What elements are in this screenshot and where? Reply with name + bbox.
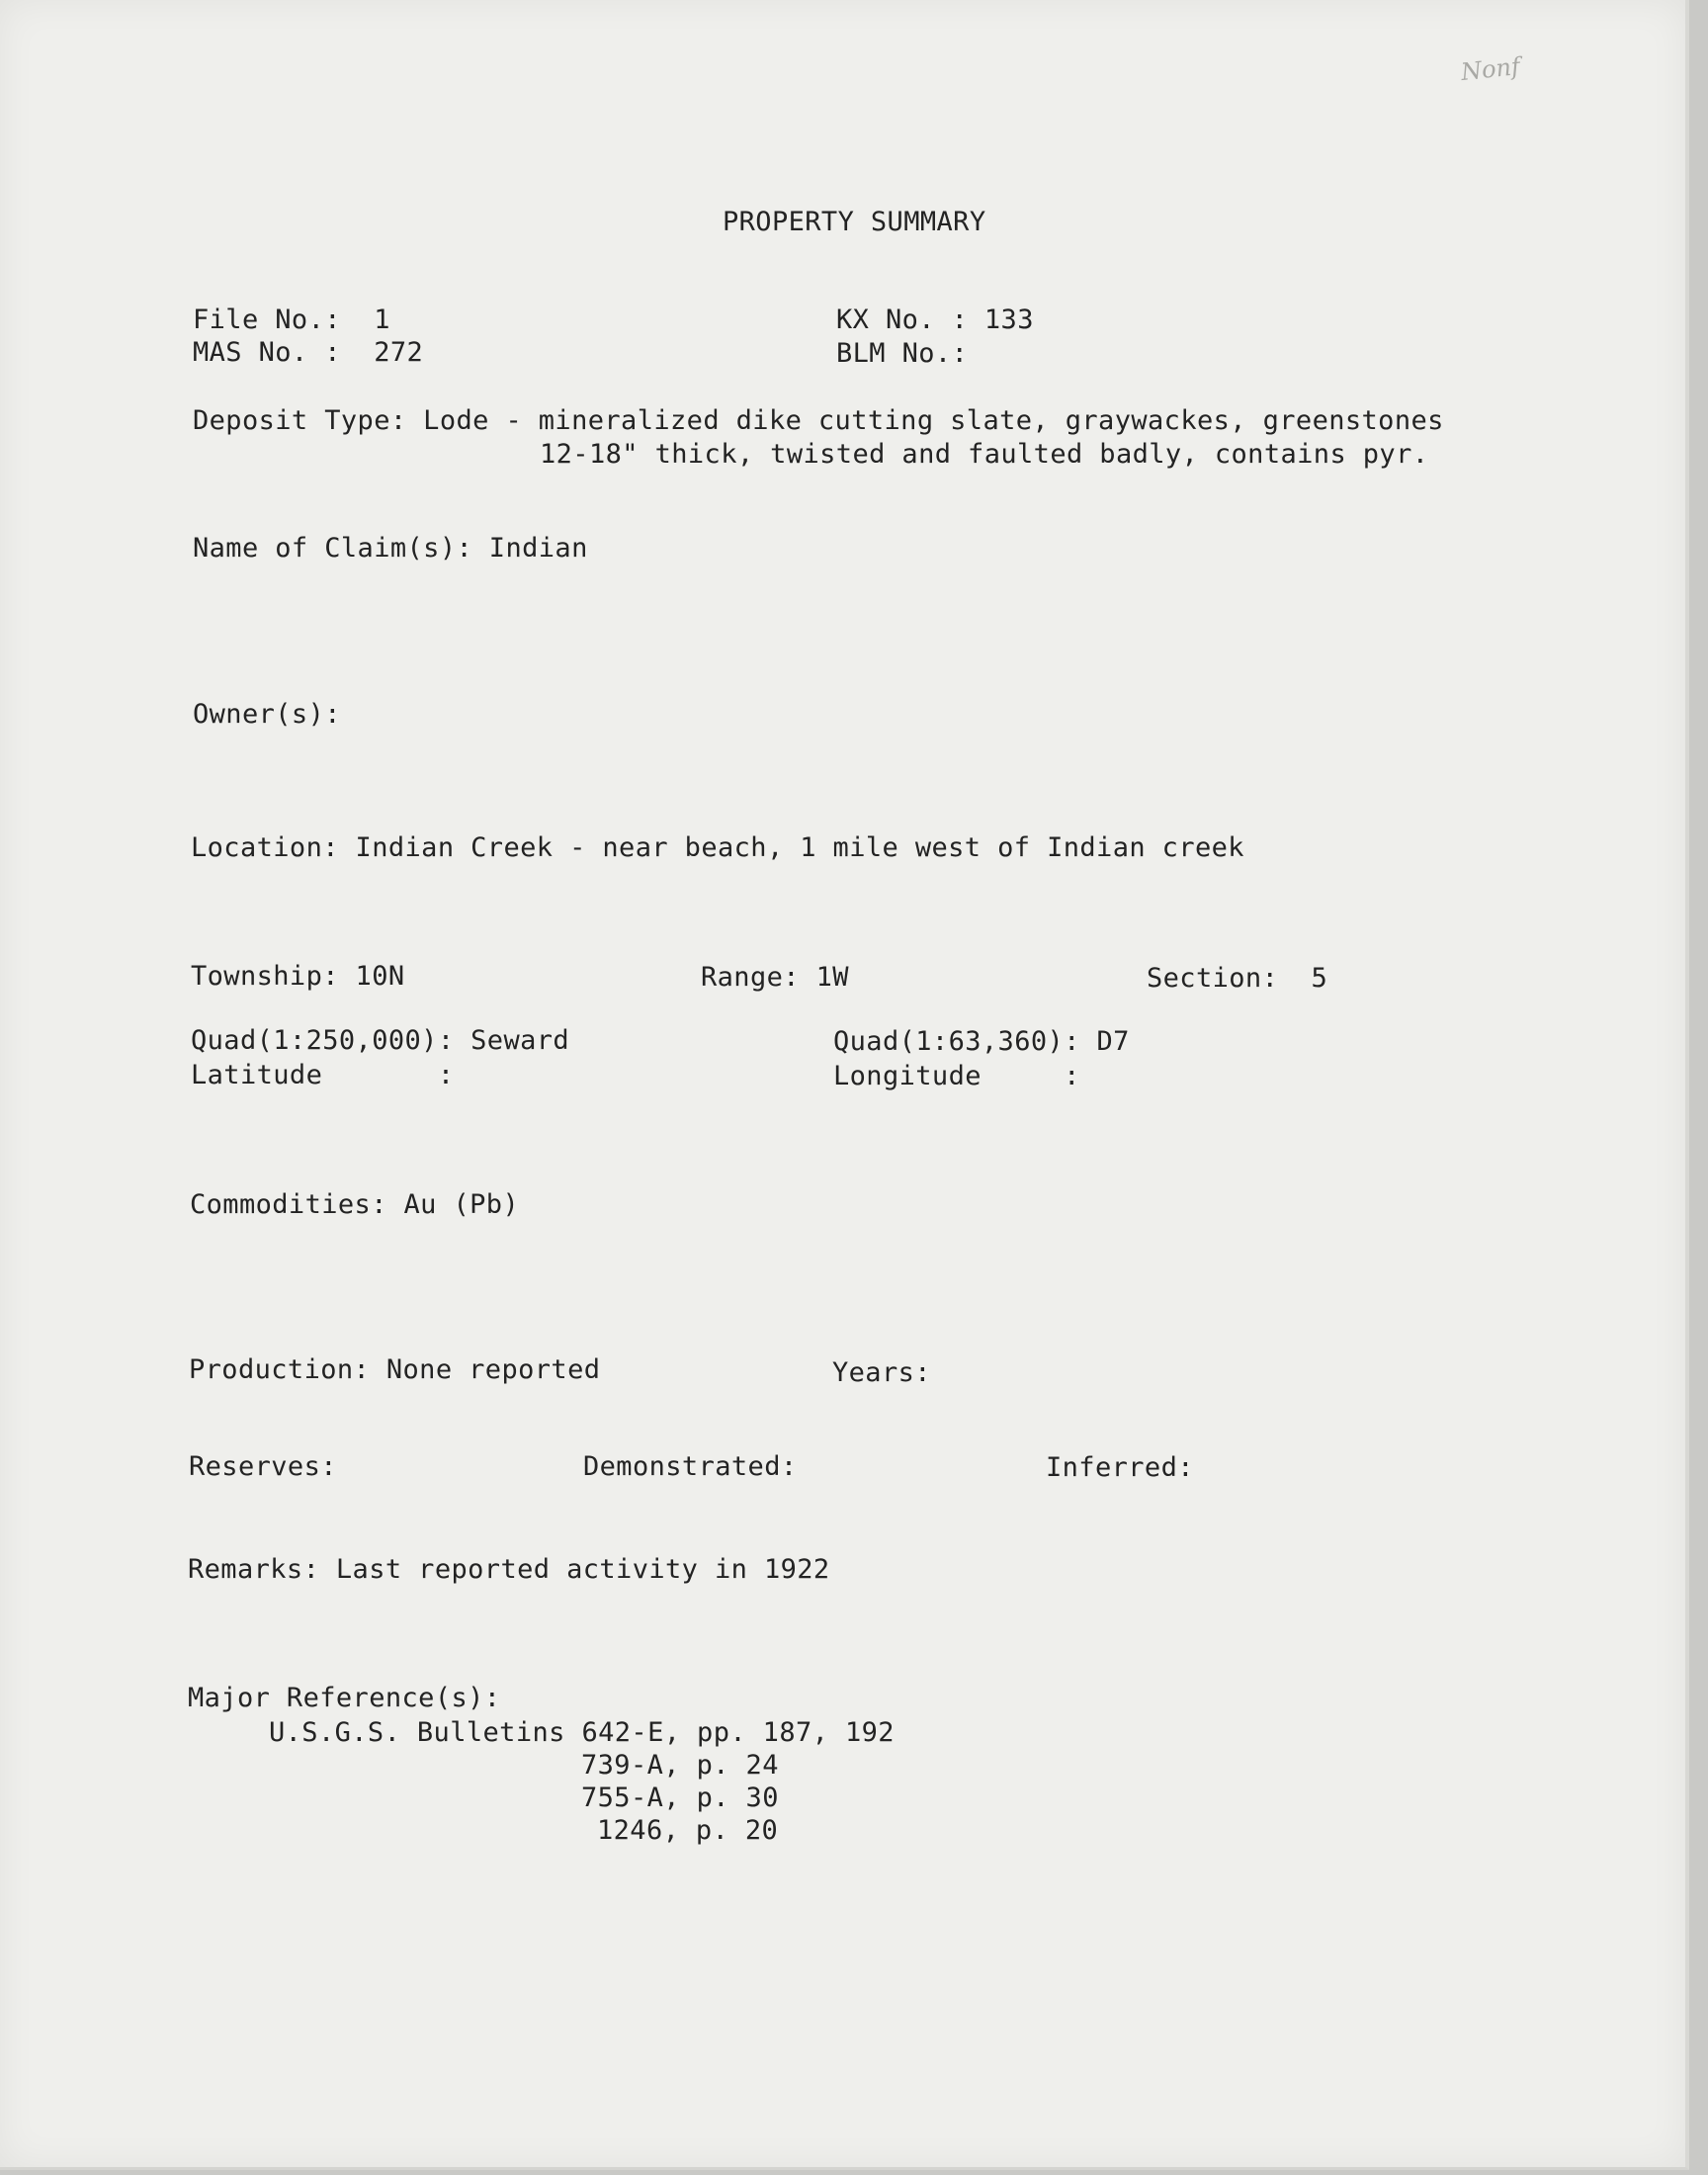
reference-line: 1246, p. 20 [597,1815,779,1846]
blm-number: BLM No.: [836,338,969,369]
reserves-demonstrated: Demonstrated: [583,1451,798,1482]
production-years: Years: [832,1357,931,1388]
page-title: PROPERTY SUMMARY [723,207,986,237]
major-references-label: Major Reference(s): [188,1683,501,1713]
latitude: Latitude : [191,1060,455,1090]
reserves: Reserves: [189,1451,337,1482]
remarks: Remarks: Last reported activity in 1922 [188,1554,830,1585]
handwritten-corner-mark: Nonf [1459,51,1522,87]
quad-250000: Quad(1:250,000): Seward [191,1025,570,1056]
owners: Owner(s): [193,699,341,730]
township: Township: 10N [191,961,405,992]
kx-number: KX No. : 133 [836,304,1034,335]
claim-names: Name of Claim(s): Indian [193,533,588,564]
deposit-type-continued: 12-18" thick, twisted and faulted badly, contains pyr. [540,439,1429,470]
file-number: File No.: 1 [193,304,390,335]
reserves-inferred: Inferred: [1046,1452,1194,1483]
deposit-type: Deposit Type: Lode - mineralized dike cutting slate, graywackes, greenstones [193,405,1444,436]
production: Production: None reported [189,1354,601,1385]
reference-line: 739-A, p. 24 [581,1750,779,1781]
commodities: Commodities: Au (Pb) [190,1189,520,1220]
location: Location: Indian Creek - near beach, 1 mile west of Indian creek [191,832,1244,863]
quad-63360: Quad(1:63,360): D7 [833,1026,1130,1057]
section: Section: 5 [1147,963,1328,994]
reference-line: U.S.G.S. Bulletins 642-E, pp. 187, 192 [269,1717,895,1748]
longitude: Longitude : [833,1061,1080,1091]
reference-line: 755-A, p. 30 [581,1783,779,1813]
range: Range: 1W [701,962,849,993]
mas-number: MAS No. : 272 [193,337,424,368]
